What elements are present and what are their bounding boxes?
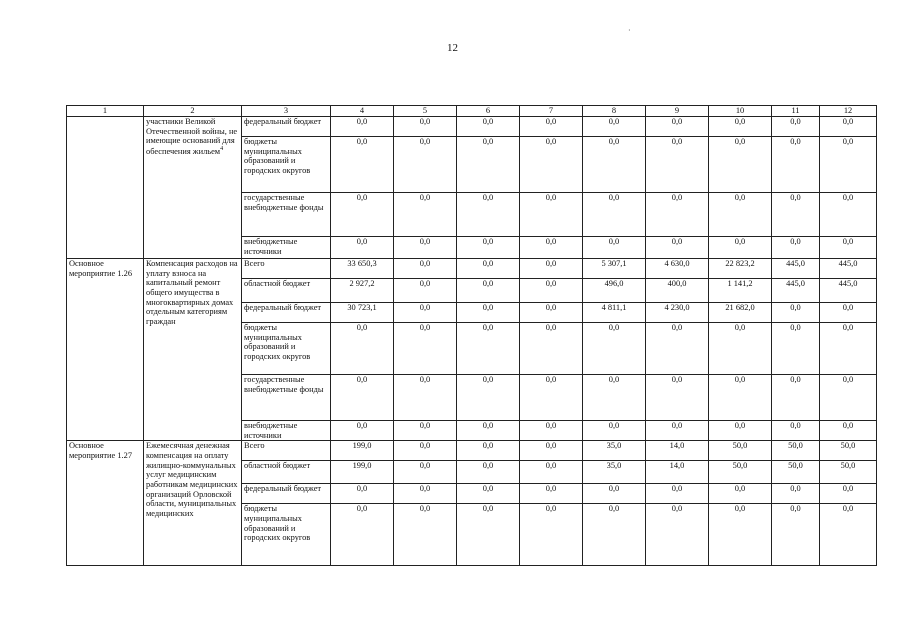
value-cell: 0,0 (394, 237, 457, 259)
value-cell: 0,0 (331, 117, 394, 137)
value-cell: 14,0 (646, 461, 709, 484)
funding-source-cell: государственные внебюджетные фонды (242, 193, 331, 237)
value-cell: 445,0 (772, 279, 820, 303)
value-cell: 0,0 (331, 504, 394, 566)
value-cell: 0,0 (646, 323, 709, 375)
column-header-4: 4 (331, 106, 394, 117)
value-cell: 0,0 (772, 421, 820, 441)
column-header-12: 12 (820, 106, 877, 117)
value-cell: 199,0 (331, 461, 394, 484)
value-cell: 0,0 (520, 279, 583, 303)
activity-description-cell (144, 117, 242, 259)
value-cell: 33 650,3 (331, 259, 394, 279)
value-cell: 0,0 (457, 461, 520, 484)
funding-source-cell: федеральный бюджет (242, 484, 331, 504)
value-cell: 0,0 (457, 323, 520, 375)
value-cell: 0,0 (520, 461, 583, 484)
value-cell: 0,0 (394, 504, 457, 566)
table-row (67, 441, 877, 461)
value-cell: 1 141,2 (709, 279, 772, 303)
value-cell: 0,0 (520, 441, 583, 461)
funding-source-cell: областной бюджет (242, 461, 331, 484)
value-cell: 0,0 (394, 375, 457, 421)
column-header-8: 8 (583, 106, 646, 117)
value-cell: 30 723,1 (331, 303, 394, 323)
value-cell: 0,0 (331, 421, 394, 441)
value-cell: 0,0 (646, 484, 709, 504)
value-cell: 0,0 (394, 441, 457, 461)
value-cell: 0,0 (394, 484, 457, 504)
activity-description-cell (144, 259, 242, 441)
value-cell: 0,0 (709, 484, 772, 504)
value-cell: 0,0 (709, 375, 772, 421)
value-cell: 0,0 (772, 137, 820, 193)
value-cell: 0,0 (709, 117, 772, 137)
funding-source-cell: Всего (242, 259, 331, 279)
value-cell: 0,0 (457, 441, 520, 461)
page-number: 12 (447, 42, 458, 54)
funding-source-cell: бюджеты муниципальных образований и городских округов (242, 504, 331, 566)
value-cell: 0,0 (520, 421, 583, 441)
value-cell: 0,0 (394, 323, 457, 375)
value-cell: 50,0 (772, 461, 820, 484)
value-cell: 0,0 (709, 237, 772, 259)
funding-source-cell: федеральный бюджет (242, 117, 331, 137)
value-cell: 0,0 (520, 259, 583, 279)
value-cell: 0,0 (820, 375, 877, 421)
value-cell: 0,0 (331, 193, 394, 237)
value-cell: 22 823,2 (709, 259, 772, 279)
value-cell: 0,0 (583, 421, 646, 441)
value-cell: 0,0 (583, 137, 646, 193)
value-cell: 0,0 (820, 237, 877, 259)
value-cell: 0,0 (820, 117, 877, 137)
column-header-11: 11 (772, 106, 820, 117)
value-cell: 0,0 (394, 421, 457, 441)
scan-mark: · (628, 26, 631, 35)
activity-code-cell: Основное мероприятие 1.27 (67, 441, 144, 566)
value-cell: 5 307,1 (583, 259, 646, 279)
table-row (67, 117, 877, 137)
value-cell: 0,0 (457, 279, 520, 303)
value-cell: 0,0 (820, 421, 877, 441)
value-cell: 4 230,0 (646, 303, 709, 323)
value-cell: 50,0 (772, 441, 820, 461)
value-cell: 0,0 (520, 504, 583, 566)
value-cell: 0,0 (646, 137, 709, 193)
value-cell: 0,0 (583, 237, 646, 259)
activity-description-text: участники Великой Отечественной войны, не имеющие оснований для обеспечения жильем (146, 117, 238, 156)
value-cell: 0,0 (772, 303, 820, 323)
value-cell: 0,0 (520, 117, 583, 137)
table-row (67, 259, 877, 279)
value-cell: 0,0 (709, 421, 772, 441)
value-cell: 0,0 (583, 375, 646, 421)
activity-code-cell (67, 117, 144, 259)
activity-code-cell: Основное мероприятие 1.26 (67, 259, 144, 441)
value-cell: 0,0 (646, 504, 709, 566)
value-cell: 0,0 (394, 117, 457, 137)
value-cell: 445,0 (820, 279, 877, 303)
value-cell: 0,0 (394, 193, 457, 237)
activity-description-cell (144, 441, 242, 566)
value-cell: 21 682,0 (709, 303, 772, 323)
value-cell: 0,0 (457, 375, 520, 421)
value-cell: 0,0 (457, 421, 520, 441)
value-cell: 0,0 (772, 193, 820, 237)
value-cell: 445,0 (772, 259, 820, 279)
funding-source-cell: внебюджетные источники (242, 237, 331, 259)
column-header-5: 5 (394, 106, 457, 117)
funding-source-cell: бюджеты муниципальных образований и городских округов (242, 323, 331, 375)
value-cell: 35,0 (583, 461, 646, 484)
value-cell: 0,0 (394, 137, 457, 193)
value-cell: 0,0 (520, 137, 583, 193)
value-cell: 0,0 (331, 323, 394, 375)
activity-description-text: Компенсация расходов на уплату взноса на капитальный ремонт общего имущества в многоквартирных домах отдельным категориям граждан (146, 259, 238, 326)
value-cell: 0,0 (394, 259, 457, 279)
value-cell: 0,0 (772, 504, 820, 566)
value-cell: 0,0 (457, 303, 520, 323)
column-header-3: 3 (242, 106, 331, 117)
value-cell: 0,0 (583, 504, 646, 566)
value-cell: 0,0 (646, 117, 709, 137)
funding-source-cell: бюджеты муниципальных образований и городских округов (242, 137, 331, 193)
column-header-7: 7 (520, 106, 583, 117)
value-cell: 0,0 (520, 375, 583, 421)
value-cell: 0,0 (520, 237, 583, 259)
funding-source-cell: внебюджетные источники (242, 421, 331, 441)
value-cell: 0,0 (772, 323, 820, 375)
funding-source-cell: областной бюджет (242, 279, 331, 303)
column-header-9: 9 (646, 106, 709, 117)
funding-source-cell: Всего (242, 441, 331, 461)
value-cell: 0,0 (646, 421, 709, 441)
value-cell: 0,0 (457, 484, 520, 504)
value-cell: 50,0 (709, 461, 772, 484)
value-cell: 14,0 (646, 441, 709, 461)
value-cell: 0,0 (646, 375, 709, 421)
value-cell: 0,0 (394, 461, 457, 484)
value-cell: 0,0 (772, 375, 820, 421)
value-cell: 0,0 (457, 504, 520, 566)
value-cell: 0,0 (772, 237, 820, 259)
value-cell: 0,0 (520, 193, 583, 237)
value-cell: 445,0 (820, 259, 877, 279)
value-cell: 0,0 (331, 375, 394, 421)
footnote-mark: 4 (220, 145, 224, 152)
budget-table (66, 105, 877, 566)
value-cell: 0,0 (709, 504, 772, 566)
value-cell: 0,0 (820, 504, 877, 566)
value-cell: 0,0 (820, 303, 877, 323)
value-cell: 0,0 (646, 193, 709, 237)
activity-description-text: Ежемесячная денежная компенсация на оплату жилищно-коммунальных услуг медицинским работникам медицинских организаций Орловской области, муниципальных медицинских (146, 441, 238, 518)
value-cell: 199,0 (331, 441, 394, 461)
value-cell: 0,0 (583, 117, 646, 137)
value-cell: 0,0 (457, 237, 520, 259)
value-cell: 0,0 (394, 303, 457, 323)
value-cell: 0,0 (772, 484, 820, 504)
value-cell: 0,0 (394, 279, 457, 303)
value-cell: 0,0 (583, 323, 646, 375)
value-cell: 50,0 (820, 441, 877, 461)
header-row (67, 106, 877, 117)
column-header-1: 1 (67, 106, 144, 117)
value-cell: 0,0 (457, 193, 520, 237)
value-cell: 0,0 (709, 193, 772, 237)
value-cell: 0,0 (457, 137, 520, 193)
value-cell: 0,0 (520, 323, 583, 375)
value-cell: 0,0 (520, 484, 583, 504)
value-cell: 0,0 (820, 137, 877, 193)
column-header-10: 10 (709, 106, 772, 117)
value-cell: 0,0 (646, 237, 709, 259)
value-cell: 50,0 (820, 461, 877, 484)
value-cell: 0,0 (457, 259, 520, 279)
funding-source-cell: федеральный бюджет (242, 303, 331, 323)
value-cell: 50,0 (709, 441, 772, 461)
value-cell: 0,0 (331, 137, 394, 193)
value-cell: 0,0 (772, 117, 820, 137)
value-cell: 0,0 (709, 323, 772, 375)
value-cell: 0,0 (820, 323, 877, 375)
value-cell: 2 927,2 (331, 279, 394, 303)
value-cell: 0,0 (457, 117, 520, 137)
value-cell: 496,0 (583, 279, 646, 303)
value-cell: 4 630,0 (646, 259, 709, 279)
column-header-6: 6 (457, 106, 520, 117)
value-cell: 0,0 (331, 237, 394, 259)
funding-source-cell: государственные внебюджетные фонды (242, 375, 331, 421)
value-cell: 0,0 (583, 484, 646, 504)
value-cell: 0,0 (583, 193, 646, 237)
value-cell: 0,0 (820, 193, 877, 237)
column-header-2: 2 (144, 106, 242, 117)
value-cell: 400,0 (646, 279, 709, 303)
value-cell: 0,0 (820, 484, 877, 504)
value-cell: 0,0 (709, 137, 772, 193)
value-cell: 0,0 (331, 484, 394, 504)
value-cell: 4 811,1 (583, 303, 646, 323)
value-cell: 0,0 (520, 303, 583, 323)
value-cell: 35,0 (583, 441, 646, 461)
